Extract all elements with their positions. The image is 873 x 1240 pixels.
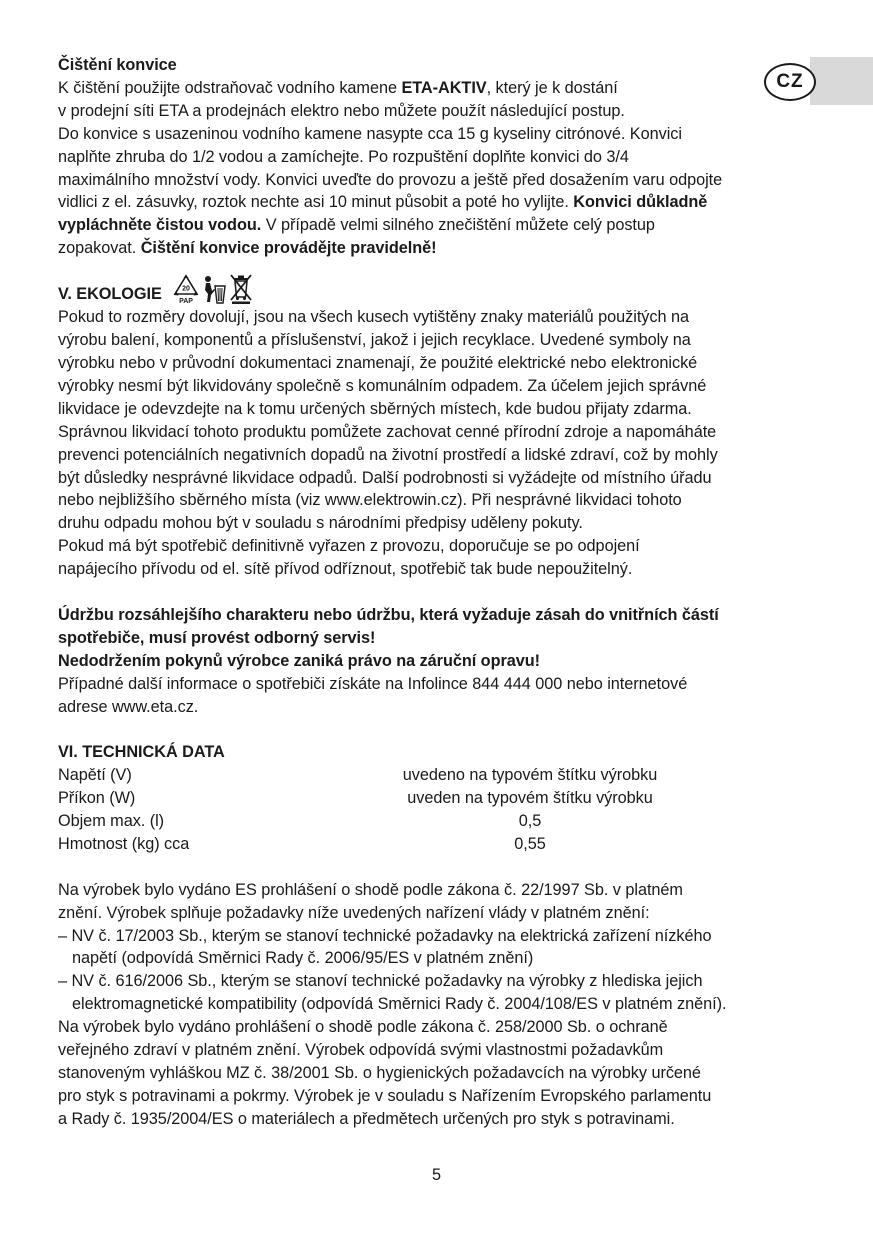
ecology-line: nebo nejbližšího sběrného místa (viz www.elektrowin.cz). Při nesprávné likvidaci tohoto	[58, 491, 682, 510]
cleaning-line: maximálního množství vody. Konvici uveďte do provozu a ještě před dosažením varu odpojte	[58, 170, 723, 189]
bold-text: Konvici důkladně	[573, 193, 708, 212]
text: vidlici z el. zásuvky, roztok nechte asi 10 minut působit a poté ho vylijte.	[58, 193, 574, 212]
service-section	[58, 604, 820, 719]
ecology-heading-row	[58, 272, 820, 306]
spacer	[58, 856, 820, 879]
service-warning: spotřebiče, musí provést odborný servis!	[58, 628, 376, 647]
declaration-line: napětí (odpovídá Směrnici Rady č. 2006/95/ES v platném znění)	[72, 949, 534, 968]
document-page	[58, 54, 820, 1131]
ecology-line: Pokud to rozměry dovolují, jsou na všech kusech vytištěny znaky materiálů použitých na	[58, 308, 689, 327]
tech-value: uveden na typovém štítku výrobku	[407, 789, 653, 808]
declaration-line: stanoveným vyhláškou MZ č. 38/2001 Sb. o hygienických požadavcích na výrobky určené	[58, 1064, 701, 1083]
declaration-section	[58, 879, 820, 1131]
language-tab-cz: CZ	[764, 63, 816, 101]
cleaning-line	[58, 214, 820, 237]
declaration-line: – NV č. 17/2003 Sb., kterým se stanoví technické požadavky na elektrická zařízení nízkého	[58, 926, 712, 945]
cleaning-line: Do konvice s usazeninou vodního kamene nasypte cca 15 g kyseliny citrónové. Konvici	[58, 124, 682, 143]
declaration-line: elektromagnetické kompatibility (odpovídá Směrnici Rady č. 2004/108/ES v platném znění).	[72, 995, 727, 1014]
warranty-warning: Nedodržením pokynů výrobce zaniká právo na záruční opravu!	[58, 651, 541, 670]
cleaning-line	[58, 191, 820, 214]
ecology-icons	[172, 272, 254, 304]
tech-label: Příkon (W)	[58, 789, 136, 808]
ecology-title: V. EKOLOGIE	[58, 285, 162, 304]
declaration-line: – NV č. 616/2006 Sb., kterým se stanoví technické požadavky na výrobky z hlediska jejich	[58, 972, 703, 991]
text: , který je k dostání	[486, 78, 618, 97]
recycle-number: 20	[181, 285, 190, 293]
ecology-line: výrobku nebo v průvodní dokumentaci znamenají, že použité elektrické nebo elektronické	[58, 353, 698, 372]
ecology-line: být důsledky nesprávné likvidace odpadů. Další podrobnosti si vyžádejte od místního úřadu	[58, 468, 712, 487]
text: K čištění použijte odstraňovač vodního kamene	[58, 78, 402, 97]
website-text: adrese www.eta.cz.	[58, 697, 199, 716]
text: zopakovat.	[58, 239, 141, 258]
ecology-line: druhu odpadu mohou být v souladu s národními předpisy uděleny pokuty.	[58, 514, 583, 533]
bold-text: Čištění konvice provádějte pravidelně!	[140, 239, 437, 258]
declaration-line: veřejného zdraví v platném znění. Výrobek odpovídá svými vlastnostmi požadavkům	[58, 1041, 664, 1060]
tech-label: Napětí (V)	[58, 766, 132, 785]
cleaning-section	[58, 54, 820, 260]
tech-row	[58, 787, 820, 810]
infoline-text: Případné další informace o spotřebiči získáte na Infolince 844 444 000 nebo internetové	[58, 674, 688, 693]
ecology-line: napájecího přívodu od el. sítě přívod odříznout, spotřebič tak bude nepoužitelný.	[58, 560, 633, 579]
tech-data-section	[58, 741, 820, 856]
ecology-section	[58, 272, 820, 581]
tech-row	[58, 764, 820, 787]
ecology-line: Pokud má být spotřebič definitivně vyřazen z provozu, doporučuje se po odpojení	[58, 537, 640, 556]
tech-label: Hmotnost (kg) cca	[58, 834, 190, 853]
tech-value: uvedeno na typovém štítku výrobku	[402, 766, 658, 785]
ecology-line: výrobky nesmí být likvidovány společně s komunálním odpadem. Za účelem jejich správné	[58, 376, 707, 395]
tech-data-title: VI. TECHNICKÁ DATA	[58, 743, 225, 762]
ecology-line: Správnou likvidací tohoto produktu pomůžete zachovat cenné přírodní zdroje a napomáháte	[58, 422, 717, 441]
product-name: ETA-AKTIV	[401, 78, 487, 97]
recycle-pap-icon	[172, 274, 200, 304]
service-warning: Údržbu rozsáhlejšího charakteru nebo údržbu, která vyžaduje zásah do vnitřních částí	[58, 605, 719, 624]
declaration-line: Na výrobek bylo vydáno ES prohlášení o shodě podle zákona č. 22/1997 Sb. v platném	[58, 880, 683, 899]
ecology-line: likvidace je odevzdejte na k tomu určených sběrných místech, kde budou přijaty zdarma.	[58, 399, 692, 418]
ecology-line: prevenci potenciálních negativních dopadů na životní prostředí a lidské zdraví, což by mohly	[58, 445, 718, 464]
tech-label: Objem max. (l)	[58, 812, 165, 831]
cleaning-line	[58, 77, 820, 100]
ecology-line: výrobu balení, komponentů a příslušenství, jakož i jejich recyklace. Uvedené symboly na	[58, 331, 691, 350]
declaration-line: Na výrobek bylo vydáno prohlášení o shodě podle zákona č. 258/2000 Sb. o ochraně	[58, 1018, 668, 1037]
crossed-bin-icon	[228, 272, 254, 304]
recycle-code: PAP	[178, 298, 193, 305]
tidyman-icon	[202, 274, 226, 304]
cleaning-line: v prodejní síti ETA a prodejnách elektro nebo můžete použít následující postup.	[58, 101, 625, 120]
tech-value: 0,55	[514, 834, 546, 853]
cleaning-line	[58, 237, 820, 260]
tech-row	[58, 833, 820, 856]
declaration-line: znění. Výrobek splňuje požadavky níže uvedených nařízení vlády v platném znění:	[58, 903, 650, 922]
declaration-line: a Rady č. 1935/2004/ES o materiálech a předmětech určených pro styk s potravinami.	[58, 1109, 675, 1128]
cleaning-title: Čištění konvice	[58, 56, 177, 74]
spacer	[58, 718, 820, 741]
tech-row	[58, 810, 820, 833]
bold-text: vypláchněte čistou vodou.	[58, 216, 262, 235]
spacer	[58, 581, 820, 604]
declaration-line: pro styk s potravinami a pokrmy. Výrobek je v souladu s Nařízením Evropského parlamentu	[58, 1086, 712, 1105]
text: V případě velmi silného znečištění můžete celý postup	[261, 216, 655, 235]
page-number: 5	[431, 1166, 442, 1184]
cleaning-line: naplňte zhruba do 1/2 vodou a zamíchejte. Po rozpuštění doplňte konvici do 3/4	[58, 147, 629, 166]
tech-value: 0,5	[518, 812, 542, 831]
